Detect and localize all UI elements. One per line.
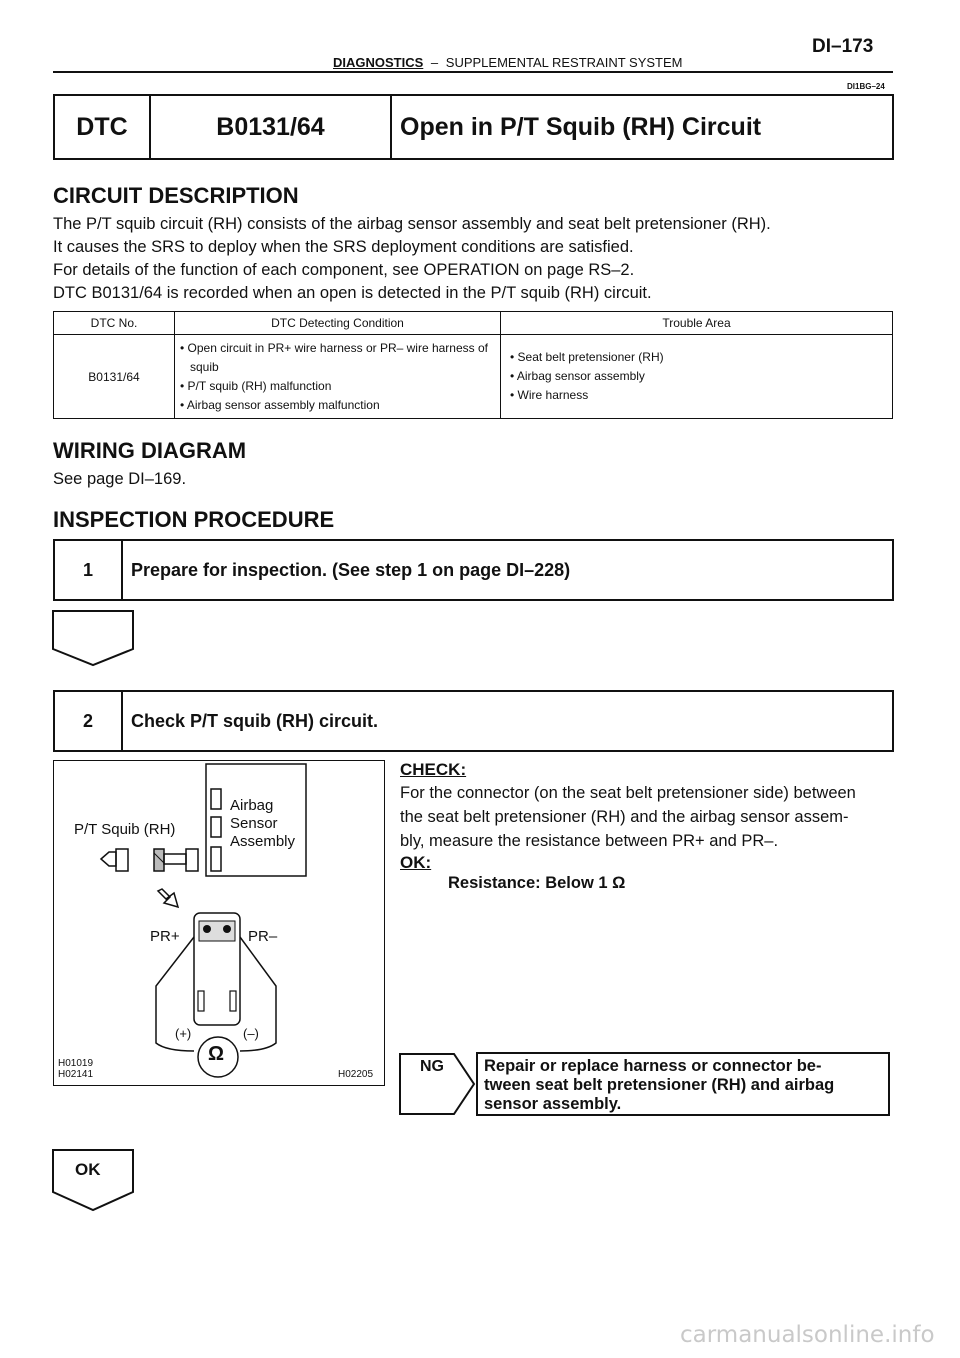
description-line: DTC B0131/64 is recorded when an open is detected in the P/T squib (RH) circuit. xyxy=(53,284,652,302)
repair-instruction-box xyxy=(476,1052,890,1116)
step-1-box xyxy=(53,539,894,601)
check-line: For the connector (on the seat belt pretensioner side) between xyxy=(400,784,856,802)
inspection-procedure-title: INSPECTION PROCEDURE xyxy=(53,507,335,532)
ok-arrow-icon xyxy=(51,1148,137,1212)
ok-value: Resistance: Below 1 Ω xyxy=(448,874,626,892)
pr-minus-label: PR– xyxy=(248,928,278,945)
dtc-title: Open in P/T Squib (RH) Circuit xyxy=(400,112,762,141)
page-number: DI–173 xyxy=(812,36,874,57)
meter-plus-label: (+) xyxy=(175,1026,192,1041)
wiring-diagram-title: WIRING DIAGRAM xyxy=(53,438,247,463)
header-separator: – xyxy=(430,55,439,70)
condition-item: squib xyxy=(190,359,219,374)
dtc-number-cell: B0131/64 xyxy=(54,335,175,419)
dtc-title-box xyxy=(53,94,894,160)
repair-line: Repair or replace harness or connector be- xyxy=(484,1057,822,1075)
table-header: Trouble Area xyxy=(501,312,893,335)
check-text xyxy=(400,781,900,853)
check-line: bly, measure the resistance between PR+ and PR–. xyxy=(400,832,779,850)
ng-label: NG xyxy=(420,1058,444,1075)
circuit-description-text xyxy=(53,213,771,305)
squib-diagram xyxy=(53,760,385,1086)
description-line: For details of the function of each component, see OPERATION on page RS–2. xyxy=(53,261,635,279)
figure-ref: H02141 xyxy=(58,1069,94,1080)
squib-label: P/T Squib (RH) xyxy=(74,821,176,838)
table-header: DTC Detecting Condition xyxy=(175,312,501,335)
trouble-area-item: • Wire harness xyxy=(510,388,589,402)
sensor-label-line: Airbag xyxy=(230,797,274,814)
table-header-row xyxy=(54,312,893,335)
sensor-label-line: Sensor xyxy=(230,815,278,832)
flow-arrow-icon xyxy=(51,609,137,667)
ohm-meter-icon: Ω xyxy=(208,1043,225,1065)
step-number: 2 xyxy=(55,692,123,750)
description-line: The P/T squib circuit (RH) consists of the airbag sensor assembly and seat belt pretensioner (RH). xyxy=(53,215,771,233)
dtc-code: B0131/64 xyxy=(151,96,392,158)
table-row xyxy=(54,335,893,419)
figure-refs xyxy=(58,1058,93,1080)
ok-label: OK xyxy=(75,1160,101,1179)
wiring-diagram-ref: See page DI–169. xyxy=(53,470,187,488)
step-text: Prepare for inspection. (See step 1 on page DI–228) xyxy=(131,559,571,580)
condition-item: • Airbag sensor assembly malfunction xyxy=(180,397,380,412)
circuit-description-title: CIRCUIT DESCRIPTION xyxy=(53,183,299,208)
header-subsection: SUPPLEMENTAL RESTRAINT SYSTEM xyxy=(445,55,683,70)
meter-minus-label: (–) xyxy=(243,1026,259,1041)
sensor-label-line: Assembly xyxy=(230,833,296,850)
trouble-area-item: • Seat belt pretensioner (RH) xyxy=(510,350,664,364)
check-title: CHECK: xyxy=(400,760,467,779)
repair-line: sensor assembly. xyxy=(484,1095,622,1113)
airbag-sensor-label xyxy=(230,797,295,851)
repair-line: tween seat belt pretensioner (RH) and airbag xyxy=(484,1076,835,1094)
trouble-area-item: • Airbag sensor assembly xyxy=(510,369,645,383)
watermark: carmanualsonline.info xyxy=(680,1322,935,1348)
check-line: the seat belt pretensioner (RH) and the airbag sensor assem- xyxy=(400,808,849,826)
header-rule xyxy=(53,71,893,73)
diagram-drawing xyxy=(54,761,384,1085)
table-header: DTC No. xyxy=(54,312,175,335)
description-line: It causes the SRS to deploy when the SRS deployment conditions are satisfied. xyxy=(53,238,634,256)
figure-ref: H01019 xyxy=(58,1058,94,1069)
detecting-condition-cell xyxy=(175,335,501,419)
trouble-area-cell xyxy=(501,335,893,419)
header-section: DIAGNOSTICS xyxy=(333,55,424,70)
ok-title: OK: xyxy=(400,853,432,872)
dtc-label: DTC xyxy=(55,96,151,158)
document-code: DI1BG–24 xyxy=(847,82,885,91)
running-header xyxy=(333,55,682,70)
condition-item: • Open circuit in PR+ wire harness or PR– wire harness of xyxy=(180,340,488,355)
step-number: 1 xyxy=(55,541,123,599)
step-text: Check P/T squib (RH) circuit. xyxy=(131,710,379,731)
figure-ref: H02205 xyxy=(338,1069,374,1080)
dtc-table xyxy=(53,311,893,419)
pr-plus-label: PR+ xyxy=(150,928,180,945)
condition-item: • P/T squib (RH) malfunction xyxy=(180,378,332,393)
step-2-box xyxy=(53,690,894,752)
